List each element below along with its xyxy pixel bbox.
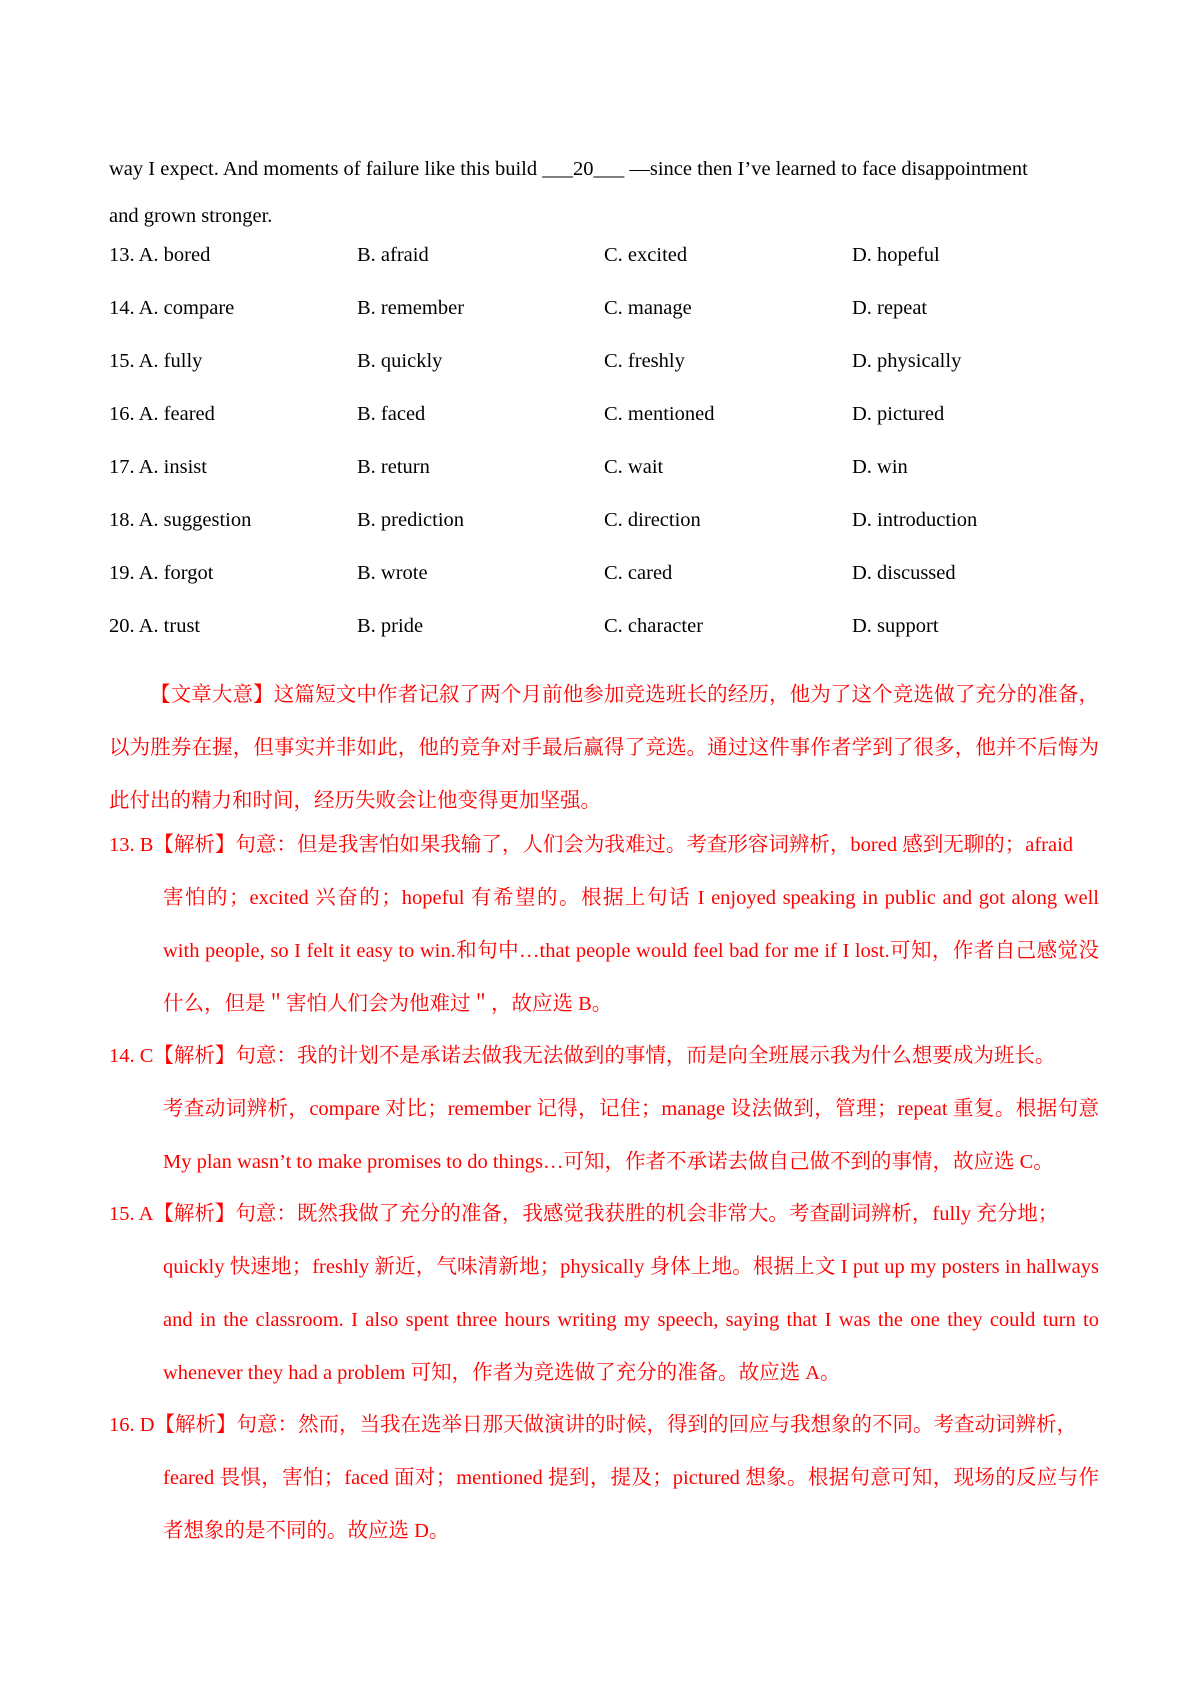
option-row-13	[109, 243, 1099, 296]
analysis-body: quickly 快速地；freshly 新近，气味清新地；physically 身体上地。根据上文 I put up my posters in hallways and in the classroom. I also spent three hours writing my speech, saying that I was the one they could turn to whenever they had a problem 可知，作者为竞选做了充分的准备。故应选 A。	[163, 1256, 1099, 1384]
option-c: C. character	[604, 615, 704, 637]
option-a: 13. A. bored	[109, 244, 211, 266]
option-d: D. pictured	[852, 403, 945, 425]
option-c: C. cared	[604, 562, 673, 584]
analysis-head: 13. B【解析】句意：但是我害怕如果我输了，人们会为我难过。考查形容词辨析，bored 感到无聊的；afraid	[109, 834, 1074, 856]
option-c: C. wait	[604, 456, 664, 478]
article-summary: 【文章大意】这篇短文中作者记叙了两个月前他参加竞选班长的经历，他为了这个竞选做了充分的准备，以为胜券在握，但事实并非如此，他的竞争对手最后赢得了竞选。通过这件事作者学到了很多，他并不后悔为此付出的精力和时间，经历失败会让他变得更加坚强。	[109, 684, 1099, 812]
option-a: 19. A. forgot	[109, 562, 214, 584]
analysis-body: 害怕的；excited 兴奋的；hopeful 有希望的。根据上句话 I enjoyed speaking in public and got along well with people, so I felt it easy to win.和句中…that people would feel bad for me if I lost.可知，作者自己感觉没什么，但是＂害怕人们会为他难过＂，故应选 B。	[163, 887, 1099, 1015]
analysis-15	[109, 1188, 1099, 1400]
option-c: C. freshly	[604, 350, 685, 372]
option-a: 18. A. suggestion	[109, 509, 252, 531]
option-b: B. prediction	[357, 509, 465, 531]
option-row-15	[109, 349, 1099, 402]
option-d: D. hopeful	[852, 244, 940, 266]
passage-text	[109, 146, 1099, 240]
option-row-19	[109, 561, 1099, 614]
option-b: B. afraid	[357, 244, 429, 266]
option-a: 16. A. feared	[109, 403, 215, 425]
analysis-14	[109, 1030, 1099, 1189]
option-d: D. discussed	[852, 562, 956, 584]
option-b: B. quickly	[357, 350, 443, 372]
option-row-18	[109, 508, 1099, 561]
option-a: 17. A. insist	[109, 456, 207, 478]
analysis-13	[109, 819, 1099, 1031]
option-a: 14. A. compare	[109, 297, 235, 319]
option-d: D. introduction	[852, 509, 978, 531]
option-c: C. mentioned	[604, 403, 715, 425]
option-b: B. wrote	[357, 562, 428, 584]
option-b: B. remember	[357, 297, 465, 319]
option-a: 20. A. trust	[109, 615, 201, 637]
option-c: C. manage	[604, 297, 692, 319]
option-c: C. excited	[604, 244, 688, 266]
analysis-body: 考查动词辨析，compare 对比；remember 记得，记住；manage 设法做到，管理；repeat 重复。根据句意 My plan wasn’t to make promises to do things…可知，作者不承诺去做自己做不到的事情，故应选 C。	[163, 1098, 1099, 1173]
option-b: B. pride	[357, 615, 424, 637]
passage-line-1: way I expect. And moments of failure like this build ___20___ —since then I’ve learned to face disappointment	[109, 158, 1028, 180]
analysis-head: 15. A【解析】句意：既然我做了充分的准备，我感觉我获胜的机会非常大。考查副词辨析，fully 充分地；	[109, 1203, 1059, 1225]
option-c: C. direction	[604, 509, 701, 531]
options-table	[109, 243, 1099, 667]
analysis-16	[109, 1399, 1099, 1558]
option-row-14	[109, 296, 1099, 349]
option-row-20	[109, 614, 1099, 667]
option-row-17	[109, 455, 1099, 508]
option-d: D. win	[852, 456, 908, 478]
analysis-body: feared 畏惧，害怕；faced 面对；mentioned 提到，提及；pictured 想象。根据句意可知，现场的反应与作者想象的是不同的。故应选 D。	[163, 1467, 1099, 1542]
analysis-head: 16. D【解析】句意：然而，当我在选举日那天做演讲的时候，得到的回应与我想象的不同。考查动词辨析，	[109, 1414, 1078, 1436]
passage-line-2: and grown stronger.	[109, 205, 273, 227]
option-a: 15. A. fully	[109, 350, 203, 372]
option-b: B. return	[357, 456, 430, 478]
option-b: B. faced	[357, 403, 426, 425]
option-d: D. support	[852, 615, 939, 637]
option-row-16	[109, 402, 1099, 455]
option-d: D. repeat	[852, 297, 928, 319]
option-d: D. physically	[852, 350, 962, 372]
analysis-head: 14. C【解析】句意：我的计划不是承诺去做我无法做到的事情，而是向全班展示我为什么想要成为班长。	[109, 1045, 1056, 1067]
